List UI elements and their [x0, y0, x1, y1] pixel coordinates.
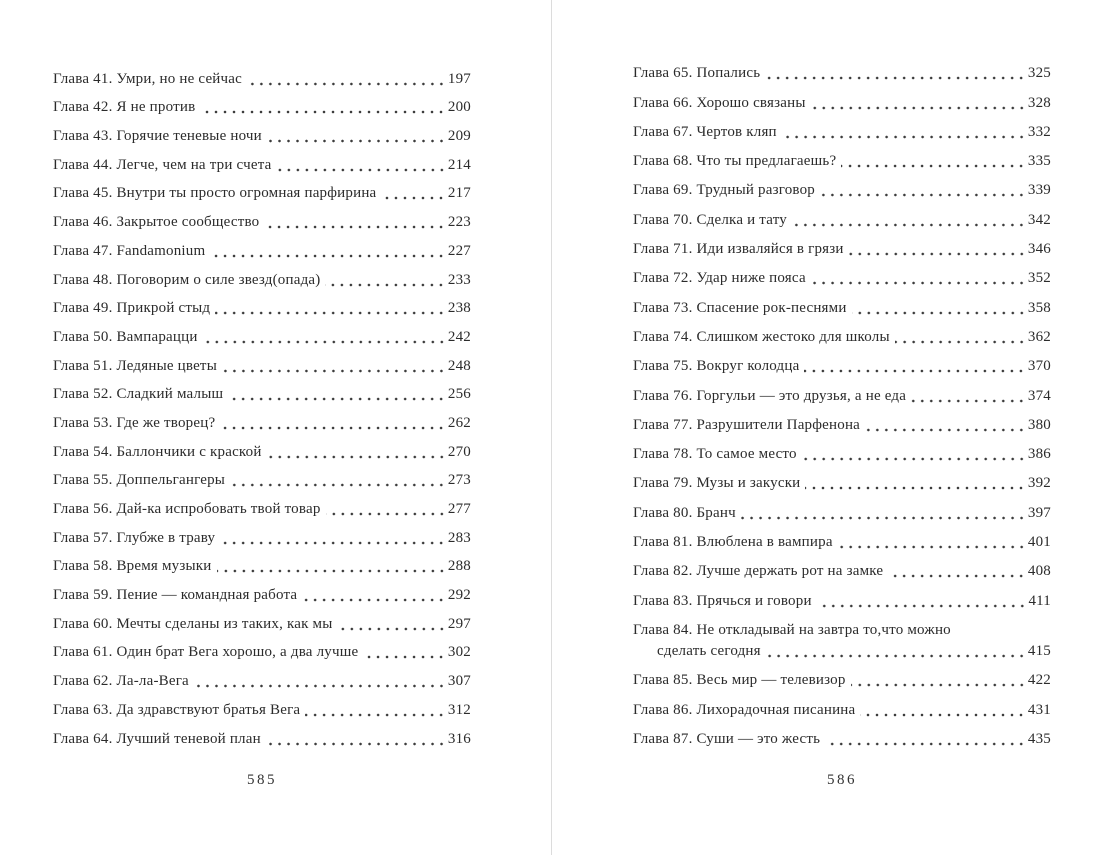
toc-entry — [633, 611, 1051, 640]
toc-entry-label: Глава 82. Лучше держать рот на замке — [633, 563, 884, 580]
toc-entry — [633, 288, 1051, 317]
toc-entry-page: 328 — [1027, 94, 1051, 111]
toc-entry — [53, 376, 471, 405]
toc-entry — [53, 720, 471, 749]
toc-entry — [53, 462, 471, 491]
dot-leader — [200, 110, 446, 114]
toc-entry-page: 238 — [447, 300, 471, 317]
toc-entry-label: Глава 56. Дай-ка испробовать твой товар — [53, 501, 321, 517]
toc-entry-label: Глава 48. Поговорим о силе звезд(опада) — [53, 271, 321, 288]
dot-leader — [811, 281, 1026, 285]
dot-leader — [841, 164, 1026, 168]
dot-leader — [203, 340, 446, 344]
dot-leader — [852, 311, 1026, 315]
dot-leader — [911, 399, 1026, 403]
page-divider — [551, 0, 552, 855]
dot-leader — [228, 397, 446, 401]
toc-entry — [633, 83, 1051, 112]
toc-entry — [633, 552, 1051, 581]
toc-entry-label: Глава 53. Где же творец? — [53, 414, 216, 431]
toc-entry-page: 214 — [447, 156, 471, 173]
toc-entry-page: 415 — [1027, 642, 1051, 659]
dot-leader — [247, 82, 446, 86]
dot-leader — [817, 604, 1027, 608]
toc-entry-page: 209 — [447, 128, 471, 145]
dot-leader — [802, 457, 1026, 461]
toc-entry — [633, 142, 1051, 171]
dot-leader — [820, 193, 1026, 197]
dot-leader — [765, 76, 1026, 80]
toc-entry-page: 352 — [1027, 270, 1051, 287]
toc-entry-page: 325 — [1027, 65, 1051, 82]
toc-entry — [53, 433, 471, 462]
toc-entry — [53, 519, 471, 548]
toc-entry-page: 217 — [447, 185, 471, 202]
page-number-right: 586 — [827, 772, 857, 788]
toc-entry — [633, 406, 1051, 435]
toc-entry — [633, 230, 1051, 259]
toc-entry-label: Глава 83. Прячься и говори — [633, 592, 812, 609]
toc-entry — [633, 171, 1051, 200]
toc-entry-label: Глава 49. Прикрой стыд — [53, 300, 211, 317]
dot-leader — [805, 486, 1025, 490]
toc-entry-page: 342 — [1027, 211, 1051, 228]
toc-entry — [53, 576, 471, 605]
toc-entry-label: Глава 66. Хорошо связаны — [633, 94, 806, 111]
toc-entry-label: Глава 65. Попались — [633, 65, 761, 82]
toc-entry — [633, 200, 1051, 229]
dot-leader — [338, 627, 446, 631]
toc-entry-page: 411 — [1028, 592, 1051, 609]
toc-entry-label: Глава 81. Влюблена в вампира — [633, 534, 833, 551]
toc-entry-label: Глава 47. Fandamonium — [53, 242, 206, 259]
toc-entry-page: 435 — [1027, 730, 1051, 747]
toc-entry-page: 392 — [1027, 475, 1051, 492]
toc-entry-page: 288 — [447, 558, 471, 575]
toc-entry-page: 408 — [1027, 563, 1051, 580]
toc-entry — [633, 259, 1051, 288]
toc-entry-label: Глава 74. Слишком жестоко для школы — [633, 328, 890, 345]
toc-entry-page: 346 — [1027, 241, 1051, 258]
dot-leader — [267, 139, 446, 143]
toc-entry-label: Глава 79. Музы и закуски — [633, 475, 801, 492]
toc-entry-page: 335 — [1027, 153, 1051, 170]
toc-entry — [633, 640, 1051, 661]
toc-entry-label: Глава 41. Умри, но не сейчас — [53, 70, 242, 87]
toc-entry — [53, 146, 471, 175]
toc-entry — [53, 548, 471, 577]
toc-entry-label: Глава 52. Сладкий малыш — [53, 386, 224, 403]
toc-entry-page: 358 — [1027, 299, 1051, 316]
toc-entry-label: Глава 43. Горячие теневые ночи — [53, 128, 262, 145]
toc-entry — [633, 720, 1051, 749]
dot-leader — [741, 516, 1026, 520]
toc-entry-page: 292 — [447, 587, 471, 604]
toc-entry — [633, 493, 1051, 522]
toc-entry-label: Глава 59. Пение — командная работа — [53, 587, 298, 604]
toc-entry-label: Глава 62. Ла-ла-Вега — [53, 673, 189, 690]
toc-entry-page: 374 — [1027, 387, 1051, 404]
toc-entry-label: Глава 67. Чертов кляп — [633, 123, 777, 140]
toc-entry-page: 242 — [447, 328, 471, 345]
toc-entry-label: Глава 75. Вокруг колодца — [633, 358, 800, 375]
dot-leader — [230, 483, 446, 487]
toc-entry-page: 380 — [1027, 416, 1051, 433]
page-right — [633, 0, 1051, 855]
toc-list-right — [633, 0, 1051, 749]
dot-leader — [792, 223, 1026, 227]
dot-leader — [804, 369, 1025, 373]
toc-entry-label: Глава 70. Сделка и тату — [633, 211, 787, 228]
toc-entry — [53, 290, 471, 319]
dot-leader — [277, 168, 446, 172]
toc-entry — [633, 54, 1051, 83]
toc-entry-label: Глава 46. Закрытое сообщество — [53, 214, 260, 231]
page-number-left: 585 — [247, 772, 277, 788]
dot-leader — [210, 254, 446, 258]
toc-entry-label: Глава 55. Доппельгангеры — [53, 472, 226, 489]
dot-leader — [222, 369, 446, 373]
toc-entry-label: Глава 58. Время музыки — [53, 558, 212, 575]
toc-entry-label: Глава 63. Да здравствуют братья Вега — [53, 701, 301, 718]
dot-leader — [381, 196, 445, 200]
toc-entry-label: Глава 54. Баллончики с краской — [53, 443, 262, 460]
toc-entry — [633, 581, 1051, 610]
toc-entry-page: 370 — [1027, 358, 1051, 375]
toc-entry-label: Глава 51. Ледяные цветы — [53, 357, 217, 374]
toc-entry-page: 302 — [447, 644, 471, 661]
dot-leader — [825, 742, 1026, 746]
toc-entry-page: 312 — [447, 701, 471, 718]
toc-entry-label: Глава 78. То самое место — [633, 446, 797, 463]
toc-entry-page: 233 — [447, 271, 471, 288]
toc-entry-page: 362 — [1027, 328, 1051, 345]
toc-entry-label: Глава 57. Глубже в траву — [53, 529, 216, 546]
toc-entry-page: 227 — [447, 242, 471, 259]
toc-entry-page: 248 — [447, 357, 471, 374]
dot-leader — [895, 340, 1026, 344]
toc-entry-page: 273 — [447, 472, 471, 489]
toc-entry-page: 197 — [447, 70, 471, 87]
toc-entry-page: 431 — [1027, 701, 1051, 718]
toc-entry-label: Глава 87. Суши — это жесть — [633, 730, 821, 747]
dot-leader — [888, 574, 1026, 578]
toc-entry-page: 200 — [447, 99, 471, 116]
toc-entry-label: Глава 73. Спасение рок-песнями — [633, 299, 847, 316]
toc-entry-label: Глава 72. Удар ниже пояса — [633, 270, 806, 287]
toc-entry-label: Глава 68. Что ты предлагаешь? — [633, 153, 837, 170]
dot-leader — [326, 512, 446, 516]
toc-entry-label: Глава 76. Горгульи — это друзья, а не еда — [633, 387, 907, 404]
toc-entry — [53, 605, 471, 634]
toc-entry — [633, 347, 1051, 376]
toc-entry-label: Глава 85. Весь мир — телевизор — [633, 672, 846, 689]
dot-leader — [860, 713, 1026, 717]
toc-entry — [53, 232, 471, 261]
toc-list-left — [53, 0, 471, 749]
page-left — [53, 0, 471, 855]
toc-entry-page: 316 — [447, 730, 471, 747]
toc-entry — [633, 376, 1051, 405]
toc-entry-page: 339 — [1027, 182, 1051, 199]
toc-entry — [53, 490, 471, 519]
dot-leader — [217, 569, 446, 573]
toc-entry-label: Глава 42. Я не против — [53, 99, 196, 116]
dot-leader — [766, 654, 1026, 658]
dot-leader — [194, 684, 446, 688]
dot-leader — [220, 426, 446, 430]
toc-entry-label: Глава 80. Бранч — [633, 504, 736, 521]
dot-leader — [811, 106, 1026, 110]
toc-entry — [633, 435, 1051, 464]
toc-entry-page: 401 — [1027, 534, 1051, 551]
dot-leader — [851, 683, 1026, 687]
toc-entry-label: Глава 64. Лучший теневой план — [53, 730, 261, 747]
toc-entry-label: Глава 84. Не откладывай на завтра то,что можно — [633, 621, 951, 638]
toc-entry-page: 422 — [1027, 672, 1051, 689]
toc-entry — [53, 60, 471, 89]
dot-leader — [215, 311, 446, 315]
dot-leader — [849, 252, 1026, 256]
toc-entry-label: Глава 71. Иди изваляйся в грязи — [633, 241, 844, 258]
toc-entry — [53, 89, 471, 118]
toc-entry — [53, 662, 471, 691]
dot-leader — [267, 455, 446, 459]
toc-entry-page: 386 — [1027, 446, 1051, 463]
dot-leader — [305, 713, 446, 717]
toc-entry-label: Глава 61. Один брат Вега хорошо, а два лучше — [53, 644, 359, 661]
toc-entry-page: 307 — [447, 673, 471, 690]
toc-entry-page: 283 — [447, 529, 471, 546]
toc-entry-label: Глава 50. Вампарацци — [53, 328, 198, 345]
toc-entry-page: 256 — [447, 386, 471, 403]
toc-entry — [53, 261, 471, 290]
toc-entry — [53, 634, 471, 663]
dot-leader — [865, 428, 1026, 432]
toc-entry — [633, 523, 1051, 552]
dot-leader — [325, 283, 445, 287]
toc-entry-label: Глава 44. Легче, чем на три счета — [53, 156, 272, 173]
toc-entry-page: 270 — [447, 443, 471, 460]
dot-leader — [264, 225, 446, 229]
toc-entry — [633, 318, 1051, 347]
dot-leader — [302, 598, 446, 602]
toc-entry-label: Глава 45. Внутри ты просто огромная парфирина — [53, 185, 377, 202]
toc-entry — [53, 691, 471, 720]
toc-entry — [633, 113, 1051, 142]
toc-entry-page: 277 — [447, 501, 471, 517]
toc-entry — [53, 117, 471, 146]
toc-entry — [53, 318, 471, 347]
dot-leader — [266, 742, 446, 746]
toc-entry — [53, 347, 471, 376]
toc-entry-page: 297 — [447, 615, 471, 632]
toc-entry-label: Глава 69. Трудный разговор — [633, 182, 815, 199]
toc-entry — [633, 690, 1051, 719]
toc-entry — [633, 464, 1051, 493]
toc-entry — [53, 404, 471, 433]
dot-leader — [782, 135, 1026, 139]
toc-entry-page: 397 — [1027, 504, 1051, 521]
toc-entry-label: Глава 77. Разрушители Парфенона — [633, 416, 861, 433]
toc-entry-page: 223 — [447, 214, 471, 231]
toc-entry — [53, 203, 471, 232]
toc-entry-label: Глава 60. Мечты сделаны из таких, как мы — [53, 615, 333, 632]
toc-entry-page: 332 — [1027, 123, 1051, 140]
dot-leader — [838, 545, 1026, 549]
toc-entry — [633, 661, 1051, 690]
toc-entry-label: Глава 86. Лихорадочная писанина — [633, 701, 856, 718]
toc-entry-label: сделать сегодня — [657, 642, 761, 659]
toc-entry-page: 262 — [447, 414, 471, 431]
dot-leader — [363, 655, 446, 659]
dot-leader — [220, 541, 446, 545]
toc-entry — [53, 175, 471, 204]
